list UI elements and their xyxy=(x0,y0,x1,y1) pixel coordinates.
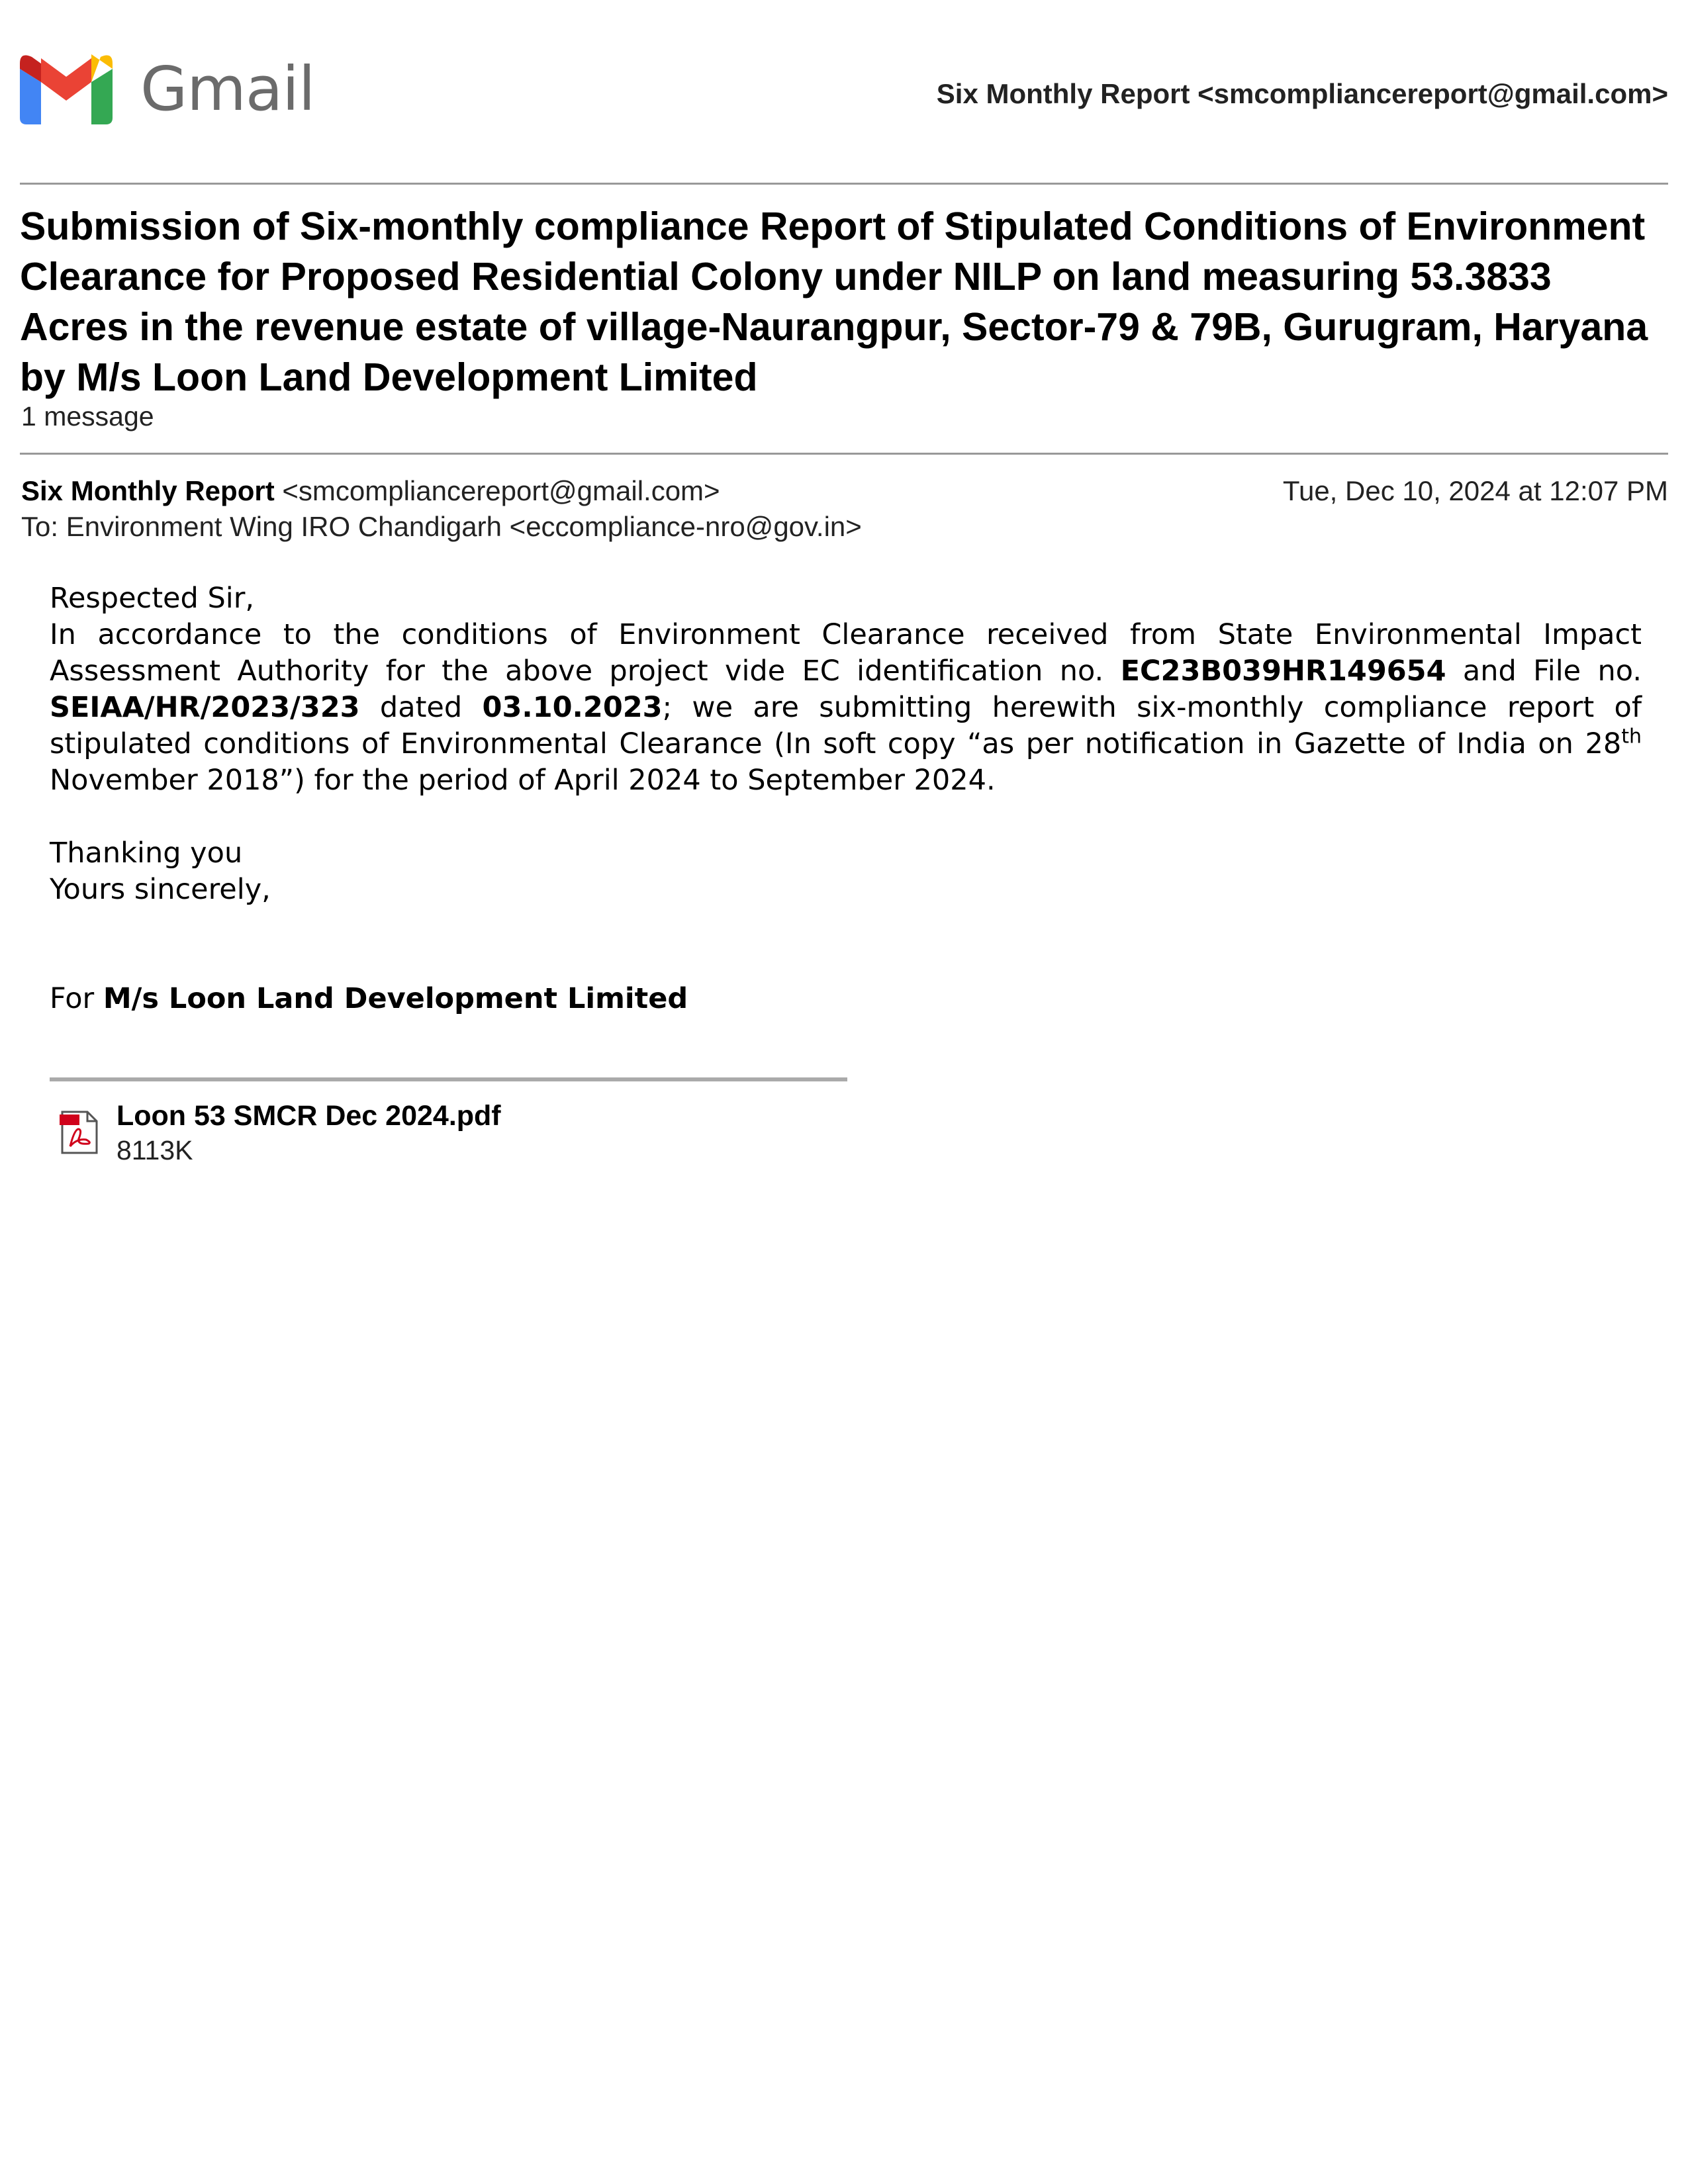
file-date: 03.10.2023 xyxy=(482,691,663,724)
message-count: 1 message xyxy=(21,401,154,432)
gmail-wordmark: Gmail xyxy=(140,54,315,124)
recipient-line: To: Environment Wing IRO Chandigarh <eccompliance-nro@gov.in> xyxy=(21,511,862,542)
closing-line: Yours sincerely, xyxy=(50,873,271,906)
gmail-logo[interactable] xyxy=(20,54,314,124)
attachment-divider xyxy=(50,1077,847,1081)
thread-divider xyxy=(20,453,1668,455)
sender-email: <smcompliancereport@gmail.com> xyxy=(282,475,720,506)
sender-line xyxy=(21,475,720,507)
ordinal-suffix: th xyxy=(1621,725,1642,749)
body-text-2: and File no. xyxy=(1446,655,1642,688)
message-body xyxy=(50,580,1642,1017)
ec-number: EC23B039HR149654 xyxy=(1120,655,1446,688)
body-text-4: ; we are submitting herewith six-monthly compliance report of stipulated conditions of Environmental Clearance (In soft copy “as per notification in Gazette of India on 28 xyxy=(50,691,1642,760)
attachment-filename[interactable]: Loon 53 SMCR Dec 2024.pdf xyxy=(117,1100,501,1132)
attachment-size: 8113K xyxy=(117,1135,193,1165)
signature-prefix: For xyxy=(50,982,103,1015)
sender-name: Six Monthly Report xyxy=(21,475,275,506)
signature-line xyxy=(50,981,1642,1017)
account-label: Six Monthly Report <smcompliancereport@gmail.com> xyxy=(936,78,1668,109)
thread-subject: Submission of Six-monthly compliance Report of Stipulated Conditions of Environment Clearance for Proposed Residential Colony under NILP on land measuring 53.3833 Acres in the revenue estate of village-Naurangpur, Sector-79 & 79B, Gurugram, Haryana by M/s Loon Land Development Limited xyxy=(20,205,1648,399)
file-number: SEIAA/HR/2023/323 xyxy=(50,691,360,724)
greeting: Respected Sir, xyxy=(50,582,255,615)
body-text-1: In accordance to the conditions of Environment Clearance received from State Environmental Impact Assessment Authority for the above project vide EC identification no. xyxy=(50,618,1642,688)
attachment-item[interactable] xyxy=(60,1099,501,1167)
body-paragraph xyxy=(50,617,1642,799)
message-date: Tue, Dec 10, 2024 at 12:07 PM xyxy=(1282,475,1668,506)
pdf-icon xyxy=(60,1111,99,1154)
body-text-3: dated xyxy=(359,691,483,724)
company-name: M/s Loon Land Development Limited xyxy=(103,982,688,1015)
body-text-5: November 2018”) for the period of April 2024 to September 2024. xyxy=(50,764,996,797)
gmail-m-icon xyxy=(20,54,113,124)
header-divider xyxy=(20,183,1668,185)
thanks-line: Thanking you xyxy=(50,837,243,870)
